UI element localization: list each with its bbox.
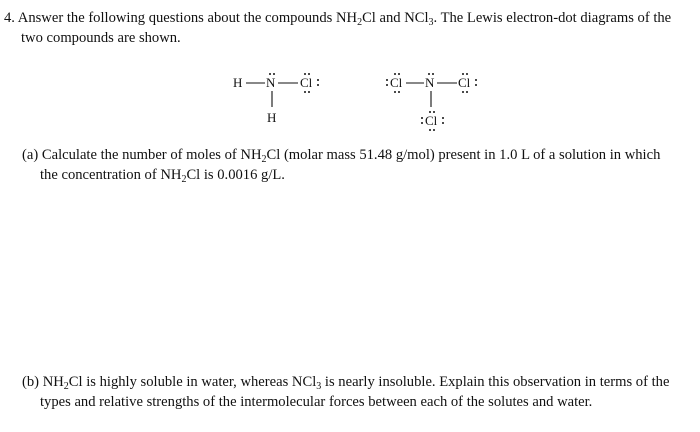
ncl3-cl-bottom-dot [421, 117, 423, 119]
nh2cl-n: N [266, 75, 276, 90]
nh2cl-n-lone-pair-dot [273, 73, 275, 75]
ncl3-cl-bottom: Cl [425, 113, 438, 128]
ncl3-n-lone-pair-dot [428, 73, 430, 75]
part-a [22, 145, 692, 185]
ncl3-cl-bottom-dot [421, 122, 423, 124]
ncl3-cl-left: Cl [390, 75, 403, 90]
nh2cl-cl: Cl [300, 75, 313, 90]
ncl3-cl-bottom-dot [433, 111, 435, 113]
ncl3-cl-right: Cl [458, 75, 471, 90]
ncl3-cl-right-dot [462, 73, 464, 75]
nh2cl-cl-dot [308, 73, 310, 75]
ncl3-cl-left-dot [398, 73, 400, 75]
part-a-text-line1: Calculate the number of moles of $NH_2Cl$ (molar mass 51.48 g/mol) present in 1.0 L of a solution in which [41, 147, 661, 165]
part-b [22, 372, 692, 412]
part-a-text-line2: the concentration of $NH_2Cl$ is 0.0016 g/L. [40, 167, 285, 185]
ncl3-cl-right-dot [466, 91, 468, 93]
part-a-label: (a) [22, 147, 39, 163]
question-number: 4. [4, 10, 15, 26]
part-b-text-line2: types and relative strengths of the intermolecular forces between each of the solutes and water. [40, 394, 593, 410]
ncl3-cl-bottom-dot [442, 122, 444, 124]
ncl3-cl-left-dot [394, 73, 396, 75]
nh2cl-n-lone-pair-dot [269, 73, 271, 75]
ncl3-cl-left-dot [386, 84, 388, 86]
nh2cl-cl-dot [304, 91, 306, 93]
ncl3-cl-bottom-dot [429, 111, 431, 113]
nh2cl-cl-dot [308, 91, 310, 93]
ncl3-cl-bottom-dot [442, 117, 444, 119]
nh2cl-cl-dot [317, 79, 319, 81]
ncl3-cl-bottom-dot [433, 129, 435, 131]
nh2cl-h-bottom: H [267, 110, 277, 125]
lewis-ncl3 [386, 73, 477, 131]
part-b-text-line1: $NH_2Cl$ is highly soluble in water, whereas NCl$_3$ is nearly insoluble. Explain this observation in terms of the [42, 374, 670, 392]
nh2cl-h-left: H [233, 75, 243, 90]
nh2cl-cl-dot [304, 73, 306, 75]
question-text: Answer the following questions about the compounds $NH_2Cl$ and NCl$_3$. The Lewis electron-dot diagrams of the [17, 10, 672, 28]
ncl3-cl-right-dot [462, 91, 464, 93]
ncl3-cl-left-dot [398, 91, 400, 93]
part-b-label: (b) [22, 374, 40, 390]
ncl3-cl-right-dot [466, 73, 468, 75]
ncl3-n: N [425, 75, 435, 90]
ncl3-n-lone-pair-dot [432, 73, 434, 75]
nh2cl-cl-dot [317, 84, 319, 86]
ncl3-cl-left-dot [394, 91, 396, 93]
question-text-line2: two compounds are shown. [21, 30, 181, 46]
ncl3-cl-right-dot [475, 84, 477, 86]
lewis-nh2cl [233, 73, 319, 125]
ncl3-cl-bottom-dot [429, 129, 431, 131]
ncl3-cl-left-dot [386, 79, 388, 81]
ncl3-cl-right-dot [475, 79, 477, 81]
